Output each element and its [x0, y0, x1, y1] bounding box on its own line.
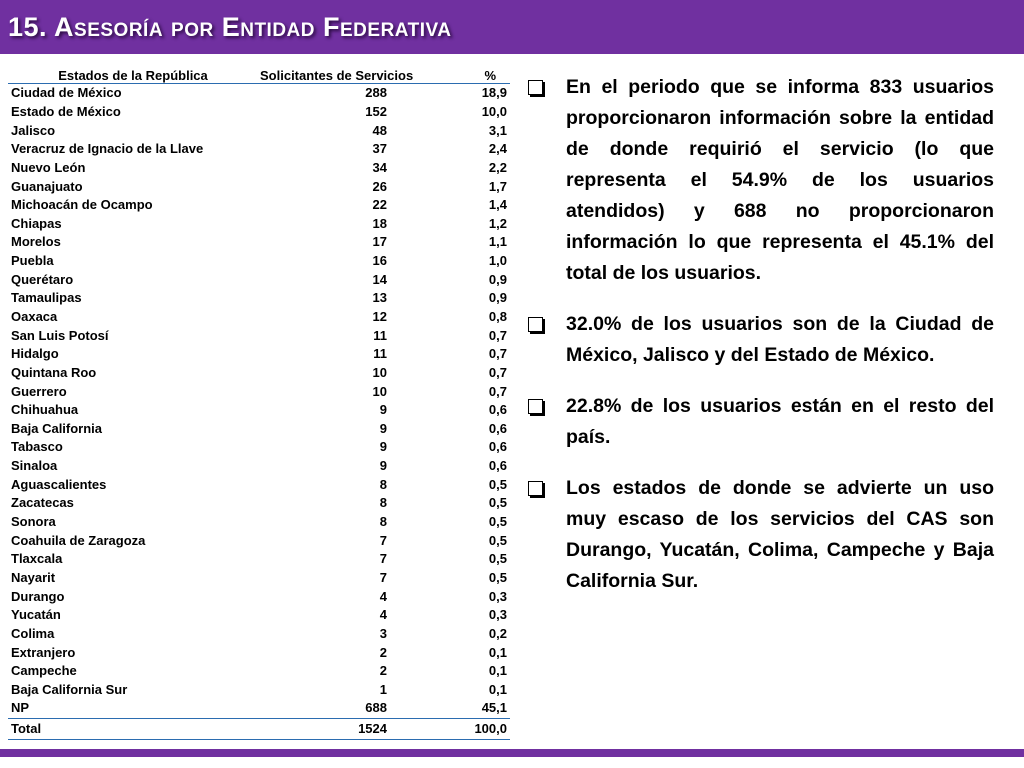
table-row — [8, 401, 510, 420]
table-row — [8, 214, 510, 233]
state-cell: Ciudad de México — [11, 85, 122, 101]
percent-cell: 0,6 — [488, 458, 507, 474]
percent-cell: 0,5 — [488, 569, 507, 585]
count-cell: 8 — [379, 476, 387, 492]
state-cell: Quintana Roo — [11, 364, 97, 380]
bullet-item — [524, 473, 994, 597]
state-cell: Querétaro — [11, 271, 74, 287]
table-row — [8, 494, 510, 513]
table-row — [8, 252, 510, 271]
count-cell: 2 — [379, 663, 387, 679]
slide-title: 15. Asesoría por Entidad Federativa — [8, 12, 452, 42]
state-cell: Tamaulipas — [11, 290, 82, 306]
percent-cell: 3,1 — [488, 122, 507, 138]
table-row — [8, 382, 510, 401]
count-cell: 2 — [379, 644, 387, 660]
bullet-item — [524, 391, 994, 453]
state-cell: Guerrero — [11, 383, 67, 399]
count-cell: 688 — [365, 700, 387, 716]
table-row — [8, 681, 510, 700]
table-row — [8, 531, 510, 550]
percent-cell: 0,5 — [488, 532, 507, 548]
table-row — [8, 233, 510, 252]
percent-cell: 18,9 — [481, 85, 507, 101]
count-cell: 13 — [372, 290, 387, 306]
count-cell: 7 — [379, 532, 387, 548]
table-row — [8, 364, 510, 383]
count-cell: 34 — [372, 159, 387, 175]
table-row — [8, 270, 510, 289]
percent-cell: 2,2 — [488, 159, 507, 175]
checkbox-bullet-icon — [528, 80, 543, 95]
count-cell: 7 — [379, 569, 387, 585]
title-bar — [0, 0, 1024, 54]
header-states: Estados de la República — [8, 67, 258, 84]
bullet-text: 32.0% de los usuarios son de la Ciudad de México, Jalisco y del Estado de México. — [566, 313, 994, 366]
state-cell: Baja California — [11, 420, 103, 436]
table-row — [8, 326, 510, 345]
table-header-row — [8, 67, 510, 84]
table-row — [8, 345, 510, 364]
state-cell: Chiapas — [11, 215, 62, 231]
state-cell: Tlaxcala — [11, 551, 63, 567]
percent-cell: 2,4 — [488, 141, 507, 157]
state-cell: Durango — [11, 588, 65, 604]
total-percent: 100,0 — [390, 718, 510, 739]
table-body — [8, 84, 510, 719]
percent-cell: 0,7 — [488, 327, 507, 343]
count-cell: 26 — [372, 178, 387, 194]
table-row — [8, 587, 510, 606]
state-cell: Nuevo León — [11, 159, 86, 175]
table-row — [8, 140, 510, 159]
bullet-item — [524, 72, 994, 289]
count-cell: 9 — [379, 402, 387, 418]
percent-cell: 0,5 — [488, 551, 507, 567]
count-cell: 8 — [379, 495, 387, 511]
state-cell: Estado de México — [11, 103, 121, 119]
state-cell: Aguascalientes — [11, 476, 107, 492]
state-cell: San Luis Potosí — [11, 327, 109, 343]
table-row — [8, 420, 510, 439]
count-cell: 4 — [379, 607, 387, 623]
percent-cell: 1,2 — [488, 215, 507, 231]
total-count: 1524 — [258, 718, 390, 739]
table-row — [8, 513, 510, 532]
checkbox-bullet-icon — [528, 399, 543, 414]
table-row — [8, 177, 510, 196]
count-cell: 16 — [372, 253, 387, 269]
count-cell: 48 — [372, 122, 387, 138]
percent-cell: 0,3 — [488, 588, 507, 604]
state-cell: Campeche — [11, 663, 77, 679]
state-cell: Zacatecas — [11, 495, 74, 511]
count-cell: 11 — [373, 346, 387, 362]
count-cell: 10 — [372, 364, 387, 380]
percent-cell: 45,1 — [481, 700, 507, 716]
count-cell: 1 — [379, 681, 387, 697]
percent-cell: 0,7 — [488, 346, 507, 362]
checkbox-bullet-icon — [528, 481, 543, 496]
percent-cell: 0,2 — [488, 625, 507, 641]
state-cell: Puebla — [11, 253, 54, 269]
table-row — [8, 84, 510, 103]
state-cell: Chihuahua — [11, 402, 79, 418]
table-row — [8, 457, 510, 476]
table-row — [8, 625, 510, 644]
count-cell: 9 — [379, 420, 387, 436]
count-cell: 288 — [365, 85, 387, 101]
percent-cell: 1,7 — [488, 178, 507, 194]
table-row — [8, 438, 510, 457]
table-row — [8, 699, 510, 718]
count-cell: 9 — [379, 458, 387, 474]
state-cell: Oaxaca — [11, 309, 58, 324]
footer-bar — [0, 749, 1024, 757]
bullet-text: Los estados de donde se advierte un uso muy escaso de los servicios del CAS son Durango, Yucatán, Colima, Campeche y Baja California Sur. — [566, 477, 994, 592]
checkbox-bullet-icon — [528, 317, 543, 332]
percent-cell: 1,1 — [488, 234, 507, 250]
percent-cell: 0,6 — [488, 439, 507, 455]
percent-cell: 0,6 — [488, 402, 507, 418]
state-cell: Michoacán de Ocampo — [11, 197, 153, 213]
percent-cell: 0,1 — [488, 663, 507, 679]
count-cell: 12 — [372, 309, 387, 324]
table-row — [8, 159, 510, 178]
count-cell: 17 — [372, 234, 387, 250]
count-cell: 18 — [372, 215, 387, 231]
percent-cell: 0,9 — [488, 290, 507, 306]
state-cell: Baja California Sur — [11, 681, 128, 697]
percent-cell: 0,6 — [488, 420, 507, 436]
table-row — [8, 569, 510, 588]
count-cell: 8 — [379, 514, 387, 530]
state-cell: Sonora — [11, 514, 56, 530]
percent-cell: 0,5 — [488, 495, 507, 511]
count-cell: 3 — [379, 625, 387, 641]
bullet-text: En el periodo que se informa 833 usuarios proporcionaron información sobre la entidad de donde requirió el servicio (lo que representa el 54.9% de los usuarios atendidos) y 688 no proporcionaron información lo que representa el 45.1% del total de los usuarios. — [566, 76, 994, 284]
table-row — [8, 550, 510, 569]
percent-cell: 10,0 — [481, 103, 507, 119]
table-row — [8, 475, 510, 494]
count-cell: 11 — [373, 327, 387, 343]
total-label: Total — [8, 718, 258, 739]
table-row — [8, 643, 510, 662]
percent-cell: 0,7 — [488, 364, 507, 380]
percent-cell: 0,9 — [488, 271, 507, 287]
table-row — [8, 606, 510, 625]
states-table — [8, 67, 510, 740]
state-cell: Veracruz de Ignacio de la Llave — [11, 141, 204, 157]
header-percent: % — [390, 67, 510, 84]
state-cell: Guanajuato — [11, 178, 83, 194]
percent-cell: 0,8 — [488, 309, 507, 324]
count-cell: 10 — [372, 383, 387, 399]
percent-cell: 0,1 — [488, 681, 507, 697]
percent-cell: 1,4 — [488, 197, 507, 213]
state-cell: Tabasco — [11, 439, 63, 455]
state-cell: Hidalgo — [11, 346, 59, 362]
count-cell: 37 — [372, 141, 387, 157]
state-cell: Colima — [11, 625, 55, 641]
state-cell: NP — [11, 700, 30, 716]
table-row — [8, 308, 510, 327]
count-cell: 9 — [379, 439, 387, 455]
percent-cell: 0,3 — [488, 607, 507, 623]
table-total-row — [8, 718, 510, 739]
state-cell: Yucatán — [11, 607, 61, 623]
percent-cell: 0,5 — [488, 514, 507, 530]
percent-cell: 1,0 — [488, 253, 507, 269]
table-row — [8, 121, 510, 140]
bullet-text: 22.8% de los usuarios están en el resto del país. — [566, 395, 994, 448]
state-cell: Sinaloa — [11, 458, 58, 474]
count-cell: 152 — [365, 103, 387, 119]
table-row — [8, 196, 510, 215]
state-cell: Morelos — [11, 234, 61, 250]
count-cell: 22 — [372, 197, 387, 213]
percent-cell: 0,5 — [488, 476, 507, 492]
bullet-item — [524, 309, 994, 371]
state-cell: Nayarit — [11, 569, 56, 585]
count-cell: 7 — [379, 551, 387, 567]
state-cell: Extranjero — [11, 644, 76, 660]
percent-cell: 0,1 — [488, 644, 507, 660]
table-row — [8, 662, 510, 681]
count-cell: 4 — [379, 588, 387, 604]
bullet-list — [524, 72, 994, 617]
header-applicants: Solicitantes de Servicios — [260, 67, 414, 83]
percent-cell: 0,7 — [488, 383, 507, 399]
state-cell: Coahuila de Zaragoza — [11, 532, 146, 548]
table-row — [8, 103, 510, 122]
state-cell: Jalisco — [11, 122, 56, 138]
table-row — [8, 289, 510, 308]
count-cell: 14 — [372, 271, 387, 287]
